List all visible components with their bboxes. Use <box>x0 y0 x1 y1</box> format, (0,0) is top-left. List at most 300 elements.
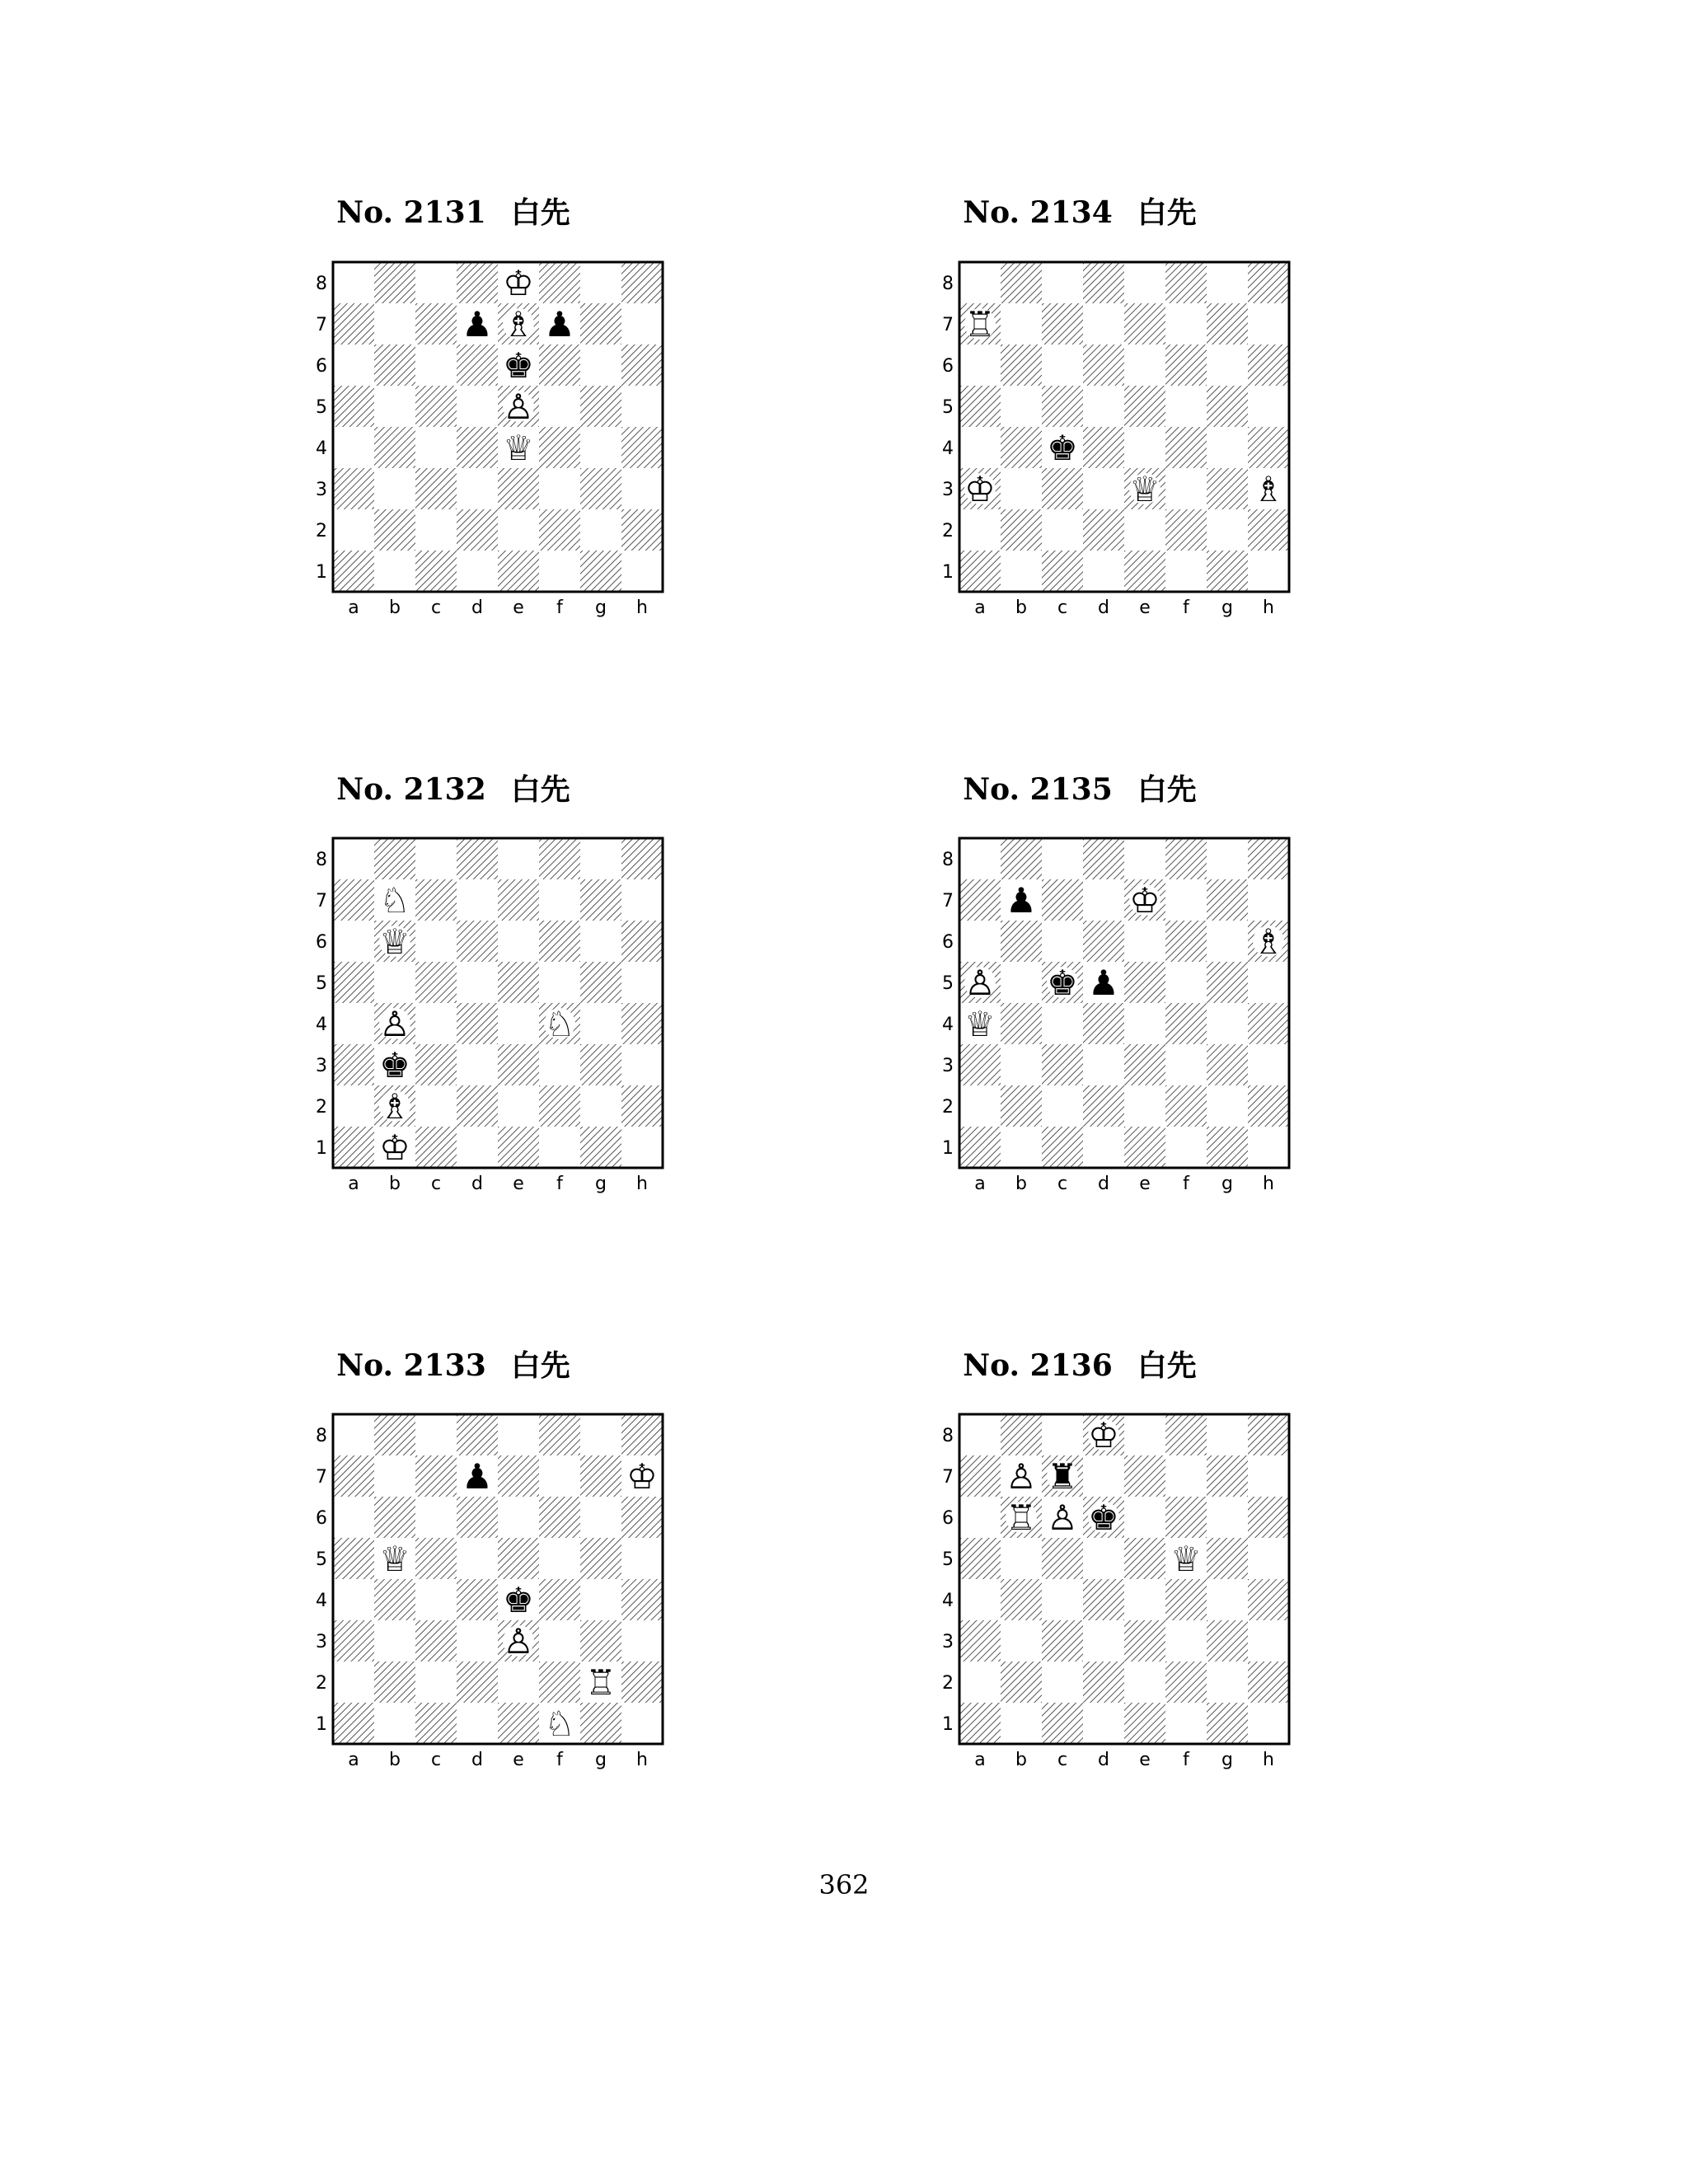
square-b4 <box>374 1579 415 1620</box>
square-f5 <box>1165 962 1207 1003</box>
rank-label: 6 <box>942 1508 954 1529</box>
square-d6 <box>1083 921 1124 962</box>
square-g4 <box>580 1003 621 1044</box>
square-e3 <box>498 468 539 509</box>
rank-label: 8 <box>942 274 954 294</box>
square-c1 <box>415 1127 457 1168</box>
white-king-d8 <box>1088 1415 1119 1455</box>
square-c6 <box>1042 921 1083 962</box>
square-a3 <box>333 468 374 509</box>
file-label: e <box>1139 1750 1151 1770</box>
square-e8 <box>1124 1414 1165 1455</box>
square-f6 <box>1165 921 1207 962</box>
square-a1 <box>959 1703 1001 1744</box>
black-pawn-d5 <box>1088 963 1119 1003</box>
white-pawn-a5 <box>964 963 996 1003</box>
white-rook-b6 <box>1006 1497 1037 1538</box>
square-a1 <box>333 1703 374 1744</box>
square-g3 <box>1207 1044 1248 1085</box>
square-d5 <box>457 386 498 427</box>
problem-number: No. 2133 <box>336 1348 486 1383</box>
white-pawn-icon: ♙ <box>503 387 534 427</box>
square-d2 <box>457 1661 498 1703</box>
square-b8 <box>374 838 415 879</box>
file-label: c <box>1057 598 1068 618</box>
square-g1 <box>580 1703 621 1744</box>
square-h5 <box>1248 962 1289 1003</box>
puzzle-title <box>239 194 668 232</box>
white-queen-icon: ♕ <box>379 1539 410 1579</box>
square-d1 <box>1083 1703 1124 1744</box>
black-rook-icon: ♜ <box>1047 1456 1078 1497</box>
square-c2 <box>415 1661 457 1703</box>
square-d1 <box>457 1703 498 1744</box>
square-a7 <box>333 1455 374 1497</box>
square-f3 <box>539 468 580 509</box>
file-label: g <box>1221 1174 1233 1194</box>
square-b2 <box>1001 1661 1042 1703</box>
square-h3 <box>621 1620 663 1661</box>
square-f2 <box>539 1085 580 1127</box>
square-f6 <box>539 344 580 386</box>
square-h5 <box>621 962 663 1003</box>
square-g5 <box>1207 386 1248 427</box>
black-king-icon: ♚ <box>1047 428 1078 468</box>
white-rook-icon: ♖ <box>1006 1497 1037 1538</box>
square-b4 <box>374 427 415 468</box>
problem-number: No. 2135 <box>963 772 1113 807</box>
square-c6 <box>415 921 457 962</box>
file-label: a <box>348 598 359 618</box>
square-f2 <box>539 509 580 551</box>
square-b4 <box>1001 1579 1042 1620</box>
square-d3 <box>457 1044 498 1085</box>
square-f7 <box>539 1455 580 1497</box>
square-d5 <box>1083 1538 1124 1579</box>
square-e1 <box>1124 1127 1165 1168</box>
square-c6 <box>415 1497 457 1538</box>
square-h1 <box>1248 551 1289 592</box>
rank-label: 2 <box>942 1673 954 1694</box>
square-e2 <box>498 1085 539 1127</box>
file-label: g <box>1221 1750 1233 1770</box>
file-label: d <box>1098 1174 1109 1194</box>
square-b5 <box>374 386 415 427</box>
white-bishop-e7 <box>503 304 534 344</box>
square-f5 <box>1165 386 1207 427</box>
rank-label: 7 <box>316 1467 327 1488</box>
square-f8 <box>539 1414 580 1455</box>
square-a6 <box>333 921 374 962</box>
square-g2 <box>580 1085 621 1127</box>
square-a6 <box>333 344 374 386</box>
side-to-move: 白先 <box>1137 1349 1197 1383</box>
rank-label: 6 <box>316 1508 327 1529</box>
square-e4 <box>1124 1003 1165 1044</box>
square-h1 <box>1248 1127 1289 1168</box>
square-b1 <box>1001 1703 1042 1744</box>
black-pawn-f7 <box>544 304 575 344</box>
square-d1 <box>457 1127 498 1168</box>
white-pawn-e5 <box>503 387 534 427</box>
square-f1 <box>1165 551 1207 592</box>
square-c6 <box>1042 344 1083 386</box>
file-label: c <box>430 1174 442 1194</box>
file-label: b <box>389 598 401 618</box>
rank-label: 6 <box>316 932 327 953</box>
white-knight-f4 <box>544 1004 575 1044</box>
rank-label: 6 <box>942 932 954 953</box>
square-d6 <box>457 1497 498 1538</box>
file-label: d <box>1098 598 1109 618</box>
black-pawn-icon: ♟ <box>462 1456 493 1497</box>
file-label: g <box>595 1174 607 1194</box>
square-d3 <box>1083 468 1124 509</box>
square-e6 <box>498 1497 539 1538</box>
square-c5 <box>415 1538 457 1579</box>
white-knight-icon: ♘ <box>544 1004 575 1044</box>
white-bishop-icon: ♗ <box>1253 921 1284 962</box>
square-c7 <box>415 303 457 344</box>
black-pawn-icon: ♟ <box>1006 880 1037 921</box>
square-e4 <box>1124 1579 1165 1620</box>
square-c7 <box>1042 879 1083 921</box>
square-a6 <box>959 1497 1001 1538</box>
black-pawn-d7 <box>462 1456 493 1497</box>
white-bishop-icon: ♗ <box>503 304 534 344</box>
square-f4 <box>1165 1579 1207 1620</box>
square-g8 <box>580 262 621 303</box>
white-king-e7 <box>1129 880 1160 921</box>
square-d3 <box>1083 1044 1124 1085</box>
square-a3 <box>333 1620 374 1661</box>
square-a5 <box>959 1538 1001 1579</box>
square-b3 <box>374 468 415 509</box>
square-b3 <box>374 1620 415 1661</box>
square-g3 <box>580 468 621 509</box>
square-g1 <box>1207 551 1248 592</box>
square-c2 <box>415 509 457 551</box>
square-h3 <box>621 1044 663 1085</box>
file-label: a <box>348 1750 359 1770</box>
square-d8 <box>1083 262 1124 303</box>
square-f7 <box>539 879 580 921</box>
square-g6 <box>1207 344 1248 386</box>
square-g8 <box>1207 838 1248 879</box>
rank-label: 7 <box>316 891 327 912</box>
file-label: b <box>389 1750 401 1770</box>
file-label: f <box>1183 1174 1189 1194</box>
square-f7 <box>1165 879 1207 921</box>
page-number: 362 <box>818 1869 870 1900</box>
square-d8 <box>457 1414 498 1455</box>
file-label: d <box>471 1750 483 1770</box>
rank-label: 7 <box>316 315 327 335</box>
square-h8 <box>1248 262 1289 303</box>
square-a7 <box>959 1455 1001 1497</box>
white-bishop-icon: ♗ <box>379 1086 410 1127</box>
square-c5 <box>415 962 457 1003</box>
white-knight-icon: ♘ <box>379 880 410 921</box>
puzzle-title <box>239 1347 668 1385</box>
white-pawn-b4 <box>379 1004 410 1044</box>
square-h4 <box>621 1003 663 1044</box>
square-b7 <box>374 303 415 344</box>
square-h6 <box>1248 1497 1289 1538</box>
board-svg <box>865 833 1294 1212</box>
square-a1 <box>959 551 1001 592</box>
white-king-e8 <box>503 263 534 303</box>
white-queen-icon: ♕ <box>1129 469 1160 509</box>
file-label: h <box>1263 598 1274 618</box>
rank-label: 2 <box>942 1097 954 1118</box>
rank-label: 3 <box>942 1056 954 1076</box>
square-b3 <box>1001 1044 1042 1085</box>
file-label: e <box>1139 1174 1151 1194</box>
square-h7 <box>1248 303 1289 344</box>
board-svg <box>239 1409 668 1788</box>
square-h1 <box>621 1127 663 1168</box>
square-f6 <box>539 1497 580 1538</box>
square-a8 <box>333 262 374 303</box>
white-pawn-icon: ♙ <box>503 1621 534 1661</box>
square-g4 <box>580 427 621 468</box>
square-b4 <box>1001 427 1042 468</box>
chessboard <box>239 833 668 1216</box>
square-d2 <box>457 1085 498 1127</box>
square-e3 <box>1124 1044 1165 1085</box>
square-h6 <box>1248 344 1289 386</box>
square-h7 <box>621 303 663 344</box>
rank-label: 3 <box>316 1056 327 1076</box>
rank-label: 1 <box>316 1138 327 1159</box>
square-h3 <box>621 468 663 509</box>
white-pawn-icon: ♙ <box>1006 1456 1037 1497</box>
square-g5 <box>580 386 621 427</box>
file-label: e <box>1139 598 1151 618</box>
square-c5 <box>1042 1538 1083 1579</box>
square-d4 <box>457 1003 498 1044</box>
square-d3 <box>457 1620 498 1661</box>
square-b5 <box>1001 962 1042 1003</box>
square-d2 <box>457 509 498 551</box>
square-e5 <box>1124 386 1165 427</box>
square-g4 <box>1207 427 1248 468</box>
square-h5 <box>621 386 663 427</box>
square-g8 <box>580 1414 621 1455</box>
square-c3 <box>415 1044 457 1085</box>
file-label: b <box>1015 1750 1027 1770</box>
white-queen-icon: ♕ <box>379 921 410 962</box>
rank-label: 5 <box>316 1549 327 1570</box>
square-c3 <box>415 468 457 509</box>
rank-label: 2 <box>942 521 954 541</box>
square-e2 <box>1124 1085 1165 1127</box>
square-d3 <box>457 468 498 509</box>
white-king-icon: ♔ <box>1088 1415 1119 1455</box>
square-e7 <box>1124 303 1165 344</box>
problem-number: No. 2136 <box>963 1348 1113 1383</box>
file-label: g <box>595 1750 607 1770</box>
chessboard <box>865 833 1294 1216</box>
square-b8 <box>374 1414 415 1455</box>
square-h5 <box>621 1538 663 1579</box>
file-label: c <box>1057 1174 1068 1194</box>
square-e1 <box>498 551 539 592</box>
square-h1 <box>1248 1703 1289 1744</box>
square-h6 <box>621 344 663 386</box>
rank-label: 4 <box>942 1015 954 1035</box>
square-b8 <box>1001 1414 1042 1455</box>
square-e8 <box>498 838 539 879</box>
square-c6 <box>415 344 457 386</box>
square-g3 <box>1207 468 1248 509</box>
square-e7 <box>1124 1455 1165 1497</box>
square-d4 <box>1083 1003 1124 1044</box>
square-c2 <box>415 1085 457 1127</box>
square-g7 <box>580 879 621 921</box>
side-to-move: 白先 <box>1137 196 1197 230</box>
board-svg <box>865 1409 1294 1788</box>
file-label: b <box>1015 598 1027 618</box>
square-d4 <box>457 1579 498 1620</box>
square-d7 <box>1083 303 1124 344</box>
square-f1 <box>539 1127 580 1168</box>
square-h1 <box>621 551 663 592</box>
square-g8 <box>1207 1414 1248 1455</box>
square-a6 <box>333 1497 374 1538</box>
rank-label: 5 <box>942 1549 954 1570</box>
square-a3 <box>959 1620 1001 1661</box>
white-pawn-icon: ♙ <box>964 963 996 1003</box>
square-a7 <box>959 879 1001 921</box>
square-d8 <box>457 838 498 879</box>
square-d7 <box>1083 879 1124 921</box>
white-knight-icon: ♘ <box>544 1704 575 1744</box>
square-b6 <box>374 344 415 386</box>
square-f8 <box>1165 262 1207 303</box>
white-queen-icon: ♕ <box>1170 1539 1202 1579</box>
square-g4 <box>1207 1579 1248 1620</box>
square-c8 <box>415 838 457 879</box>
square-a4 <box>959 427 1001 468</box>
black-king-e6 <box>503 345 534 386</box>
black-king-c4 <box>1047 428 1078 468</box>
square-c3 <box>415 1620 457 1661</box>
white-rook-a7 <box>964 304 996 344</box>
square-f4 <box>539 427 580 468</box>
square-g5 <box>1207 962 1248 1003</box>
square-f4 <box>539 1579 580 1620</box>
square-h2 <box>1248 1085 1289 1127</box>
file-label: f <box>556 1750 563 1770</box>
file-label: b <box>1015 1174 1027 1194</box>
square-h3 <box>1248 1620 1289 1661</box>
square-a8 <box>333 838 374 879</box>
square-a1 <box>959 1127 1001 1168</box>
file-label: c <box>430 598 442 618</box>
square-f3 <box>539 1620 580 1661</box>
square-a8 <box>959 1414 1001 1455</box>
white-queen-f5 <box>1170 1539 1202 1579</box>
square-a8 <box>959 838 1001 879</box>
square-d2 <box>1083 1085 1124 1127</box>
rank-label: 1 <box>316 562 327 583</box>
white-pawn-c6 <box>1047 1497 1078 1538</box>
rank-label: 1 <box>316 1714 327 1735</box>
square-g2 <box>1207 1085 1248 1127</box>
square-d2 <box>1083 1661 1124 1703</box>
white-queen-b5 <box>379 1539 410 1579</box>
square-b2 <box>1001 1085 1042 1127</box>
square-e2 <box>498 1661 539 1703</box>
square-a2 <box>959 1661 1001 1703</box>
square-b1 <box>1001 1127 1042 1168</box>
square-f6 <box>539 921 580 962</box>
rank-label: 5 <box>316 973 327 994</box>
rank-label: 8 <box>942 850 954 870</box>
black-king-icon: ♚ <box>503 1580 534 1620</box>
square-e6 <box>1124 1497 1165 1538</box>
square-f3 <box>1165 1620 1207 1661</box>
square-g4 <box>580 1579 621 1620</box>
rank-label: 1 <box>942 1138 954 1159</box>
square-e8 <box>1124 838 1165 879</box>
rank-label: 2 <box>316 521 327 541</box>
square-f1 <box>1165 1703 1207 1744</box>
square-c5 <box>1042 386 1083 427</box>
square-b1 <box>374 1703 415 1744</box>
square-e8 <box>1124 262 1165 303</box>
square-d4 <box>1083 427 1124 468</box>
square-b6 <box>1001 344 1042 386</box>
square-c1 <box>1042 551 1083 592</box>
square-d1 <box>1083 551 1124 592</box>
square-e7 <box>498 879 539 921</box>
square-g2 <box>1207 1661 1248 1703</box>
square-h4 <box>621 1579 663 1620</box>
square-g8 <box>1207 262 1248 303</box>
file-label: c <box>430 1750 442 1770</box>
square-c3 <box>1042 468 1083 509</box>
side-to-move: 白先 <box>510 196 570 230</box>
square-a1 <box>333 1127 374 1168</box>
square-g8 <box>580 838 621 879</box>
rank-label: 6 <box>316 356 327 377</box>
square-g7 <box>580 1455 621 1497</box>
square-f7 <box>1165 1455 1207 1497</box>
board-svg <box>865 257 1294 636</box>
file-label: f <box>556 598 563 618</box>
square-h4 <box>1248 1003 1289 1044</box>
white-queen-e3 <box>1129 469 1160 509</box>
square-d6 <box>457 344 498 386</box>
square-h8 <box>621 262 663 303</box>
rank-label: 3 <box>942 480 954 500</box>
square-e1 <box>1124 1703 1165 1744</box>
file-label: d <box>471 598 483 618</box>
square-h2 <box>621 1085 663 1127</box>
square-d3 <box>1083 1620 1124 1661</box>
square-f8 <box>539 838 580 879</box>
black-king-icon: ♚ <box>503 345 534 386</box>
black-pawn-d7 <box>462 304 493 344</box>
file-label: h <box>1263 1750 1274 1770</box>
square-c2 <box>1042 1085 1083 1127</box>
square-h7 <box>621 879 663 921</box>
black-rook-c7 <box>1047 1456 1078 1497</box>
square-c8 <box>415 1414 457 1455</box>
